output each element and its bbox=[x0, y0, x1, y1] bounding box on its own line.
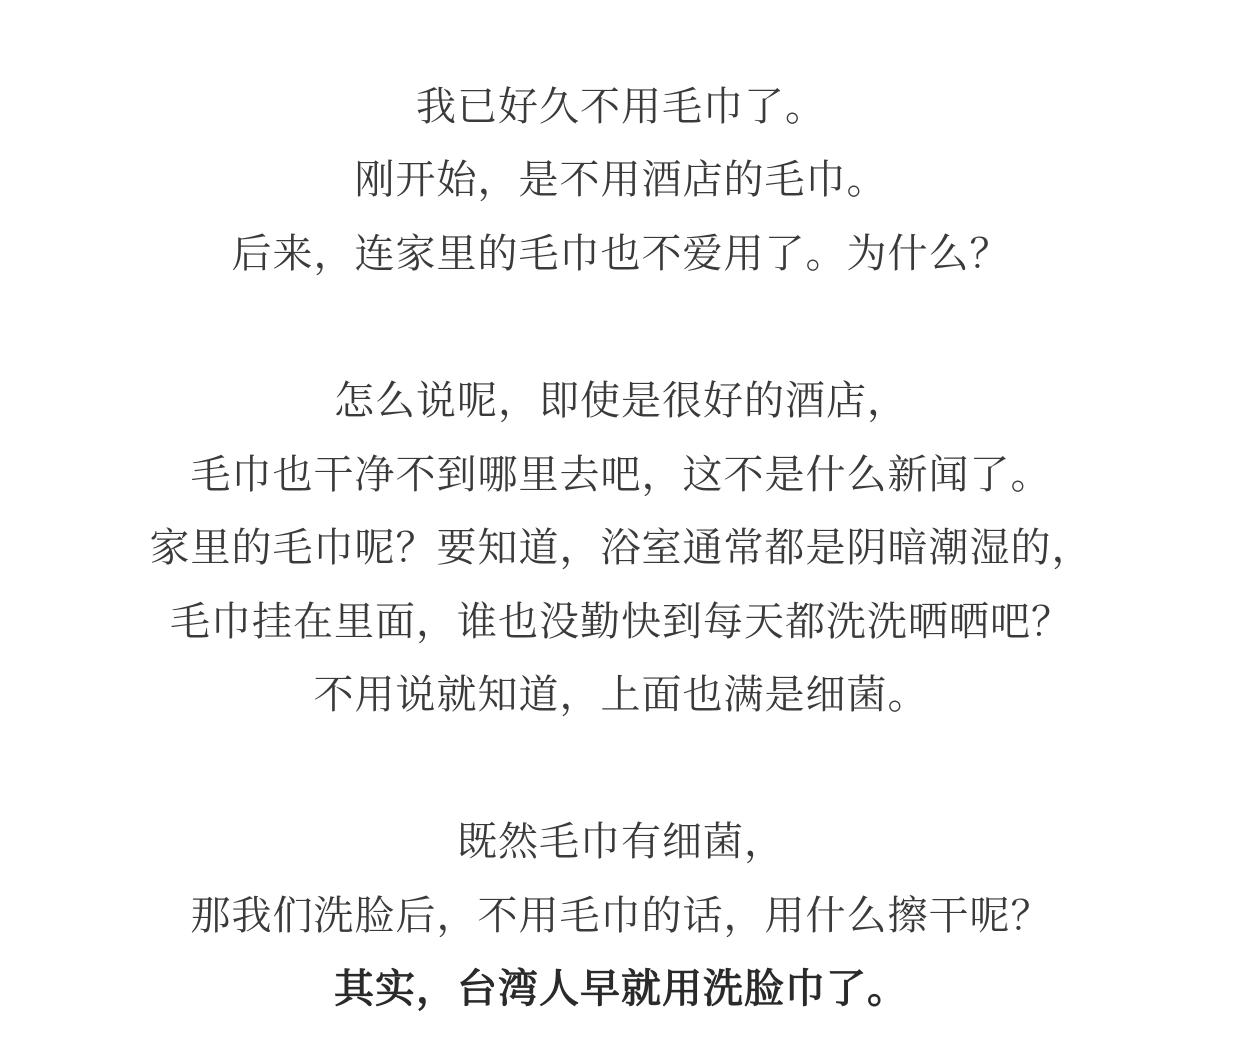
paragraph-3-line-2: 那我们洗脸后，不用毛巾的话，用什么擦干呢？ bbox=[190, 893, 1052, 939]
paragraph-2-line-1: 怎么说呢，即使是很好的酒店， bbox=[334, 378, 908, 424]
paragraph-1-line-2: 刚开始，是不用酒店的毛巾。 bbox=[354, 157, 888, 203]
paragraph-2-line-3: 家里的毛巾呢？要知道，浴室通常都是阴暗潮湿的， bbox=[149, 525, 1093, 571]
paragraph-1-line-1: 我已好久不用毛巾了。 bbox=[416, 84, 826, 130]
paragraph-3-line-3-emphasis: 其实，台湾人早就用洗脸巾了。 bbox=[334, 966, 908, 1012]
paragraph-2-line-2: 毛巾也干净不到哪里去吧，这不是什么新闻了。 bbox=[190, 452, 1052, 498]
paragraph-2-line-5: 不用说就知道，上面也满是细菌。 bbox=[313, 672, 929, 718]
paragraph-3-line-1: 既然毛巾有细菌， bbox=[457, 819, 785, 865]
paragraph-1-line-3: 后来，连家里的毛巾也不爱用了。为什么？ bbox=[231, 231, 1011, 277]
paragraph-2-line-4: 毛巾挂在里面，谁也没勤快到每天都洗洗晒晒吧？ bbox=[170, 599, 1072, 645]
